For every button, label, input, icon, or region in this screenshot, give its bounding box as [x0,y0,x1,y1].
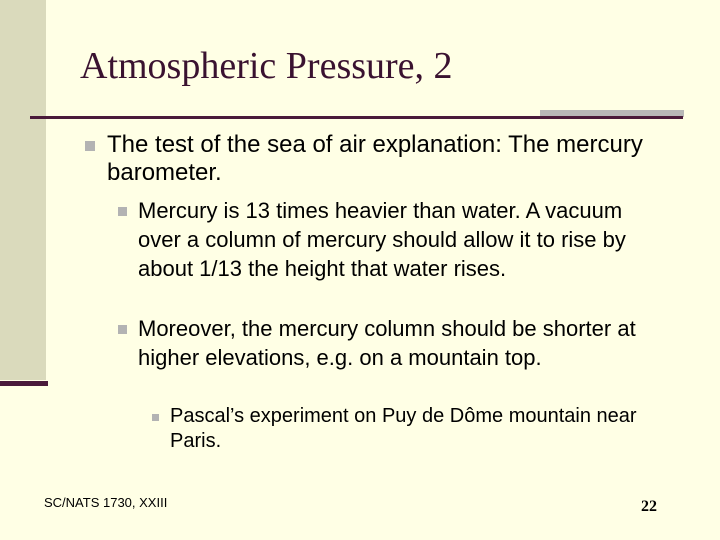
footer-course: SC/NATS 1730, XXIII [44,495,168,510]
bullet-text-level2: Moreover, the mercury column should be shorter at higher elevations, e.g. on a mountain top. [138,316,636,371]
bullet-text-level3: Pascal’s experiment on Puy de Dôme mountain near Paris. [170,405,637,452]
bullet-marker [118,207,127,216]
left-decor-band [0,0,46,380]
bullet-text-level1: The test of the sea of air explanation: The mercury barometer. [107,131,643,187]
bullet-marker [85,141,95,151]
slide-title: Atmospheric Pressure, 2 [80,45,453,87]
page-number: 22 [641,498,657,515]
bullet-marker [152,414,159,421]
bullet-marker [118,325,127,334]
bullet-text-level2: Mercury is 13 times heavier than water. A vacuum over a column of mercury should allow it to rise by about 1/13 the height that water rises. [138,198,626,282]
left-decor-accent [0,381,48,386]
title-rule [30,116,683,119]
